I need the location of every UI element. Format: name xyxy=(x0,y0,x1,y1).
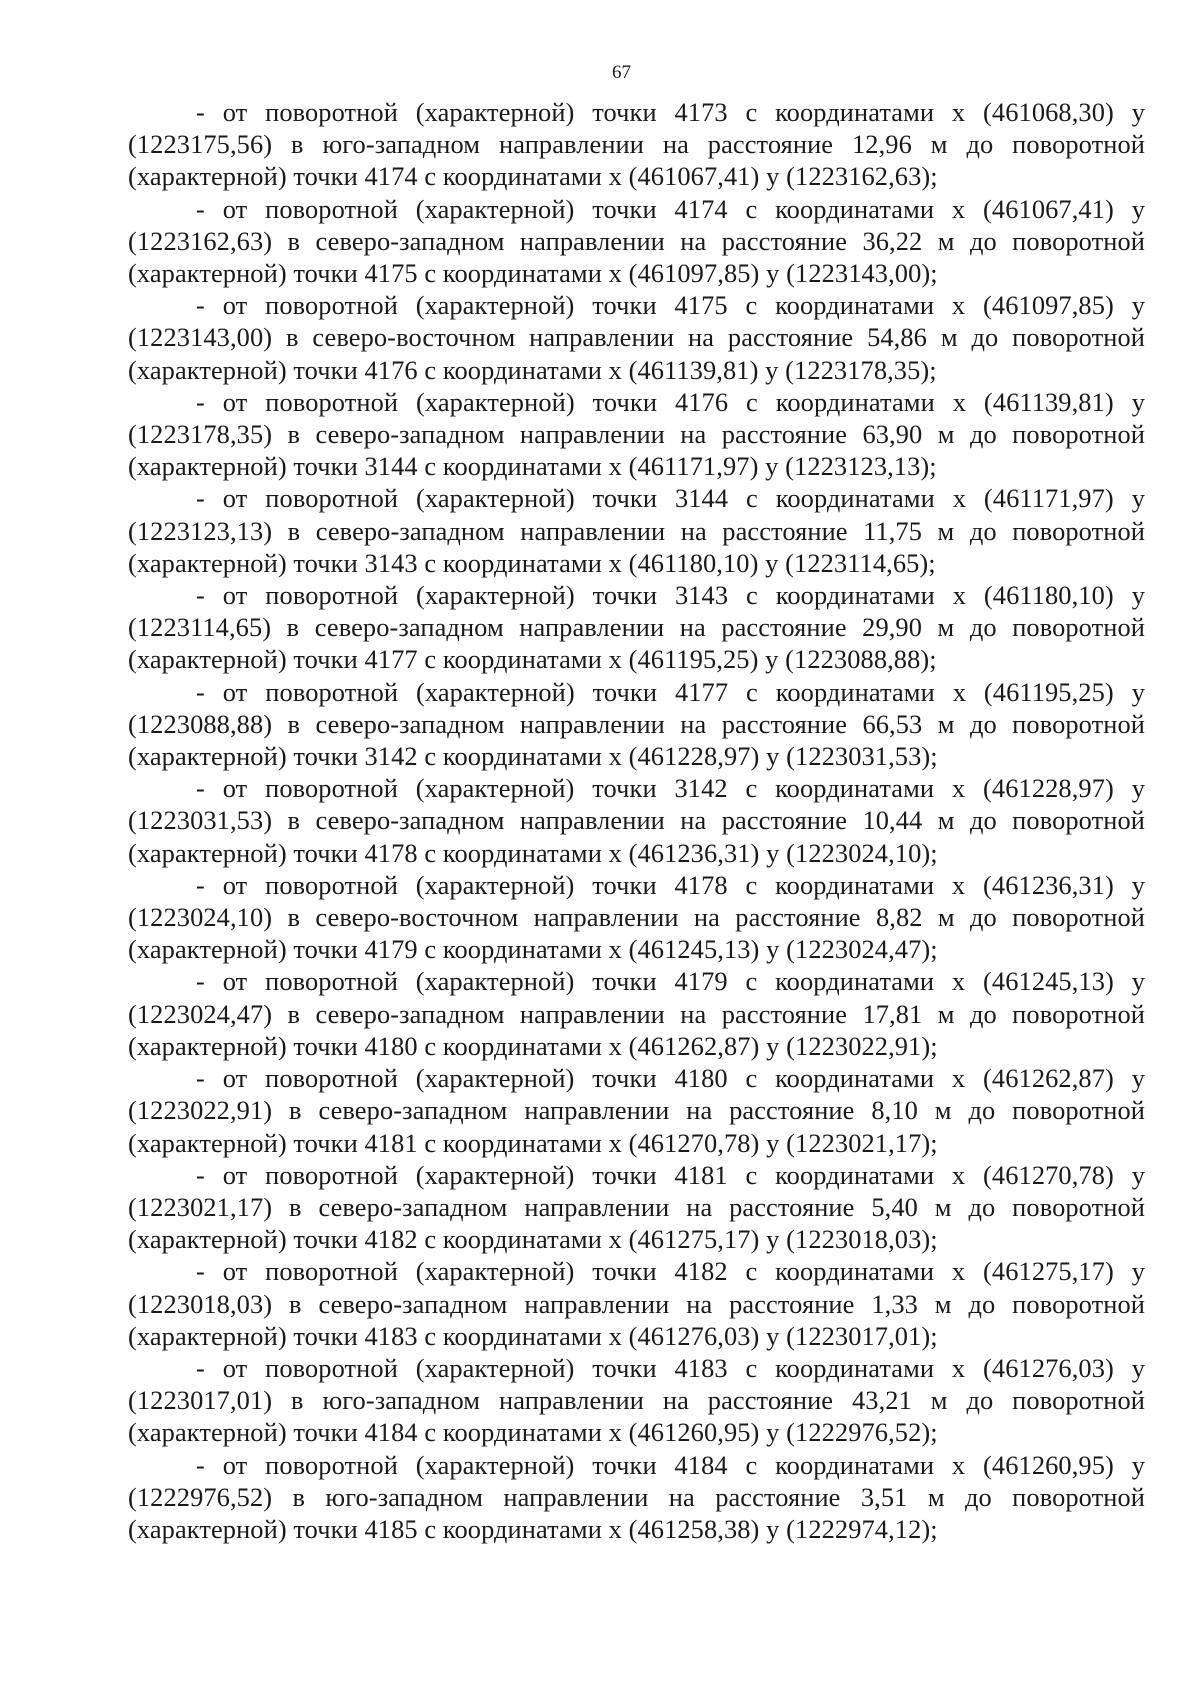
paragraph: - от поворотной (характерной) точки 4178 с координатами x (461236,31) y (1223024,10) в северо-восточном направлении на расстояние 8,82 м до поворотной (характерной) точки 4179 с координатами x (461245,13) y (1223024,47); xyxy=(128,869,1145,965)
paragraph: - от поворотной (характерной) точки 3142 с координатами x (461228,97) y (1223031,53) в северо-западном направлении на расстояние 10,44 м до поворотной (характерной) точки 4178 с координатами x (461236,31) y (1223024,10); xyxy=(128,773,1145,868)
paragraph: - от поворотной (характерной) точки 4176 с координатами x (461139,81) y (1223178,35) в северо-западном направлении на расстояние 63,90 м до поворотной (характерной) точки 3144 с координатами x (461171,97) y (1223123,13); xyxy=(128,386,1145,482)
document-body xyxy=(128,96,1145,1545)
paragraph: - от поворотной (характерной) точки 4181 с координатами x (461270,78) y (1223021,17) в северо-западном направлении на расстояние 5,40 м до поворотной (характерной) точки 4182 с координатами x (461275,17) y (1223018,03); xyxy=(128,1159,1145,1255)
paragraph: - от поворотной (характерной) точки 3143 с координатами x (461180,10) y (1223114,65) в северо-западном направлении на расстояние 29,90 м до поворотной (характерной) точки 4177 с координатами x (461195,25) y (1223088,88); xyxy=(128,580,1145,675)
paragraph: - от поворотной (характерной) точки 3144 с координатами x (461171,97) y (1223123,13) в северо-западном направлении на расстояние 11,75 м до поворотной (характерной) точки 3143 с координатами x (461180,10) y (1223114,65); xyxy=(128,483,1145,578)
paragraph: - от поворотной (характерной) точки 4173 с координатами x (461068,30) y (1223175,56) в юго-западном направлении на расстояние 12,96 м до поворотной (характерной) точки 4174 с координатами x (461067,41) y (1223162,63); xyxy=(128,97,1145,192)
paragraph: - от поворотной (характерной) точки 4179 с координатами x (461245,13) y (1223024,47) в северо-западном направлении на расстояние 17,81 м до поворотной (характерной) точки 4180 с координатами x (461262,87) y (1223022,91); xyxy=(128,966,1145,1061)
paragraph: - от поворотной (характерной) точки 4183 с координатами x (461276,03) y (1223017,01) в юго-западном направлении на расстояние 43,21 м до поворотной (характерной) точки 4184 с координатами x (461260,95) y (1222976,52); xyxy=(128,1352,1145,1448)
paragraph: - от поворотной (характерной) точки 4182 с координатами x (461275,17) y (1223018,03) в северо-западном направлении на расстояние 1,33 м до поворотной (характерной) точки 4183 с координатами x (461276,03) y (1223017,01); xyxy=(128,1256,1145,1351)
paragraph: - от поворотной (характерной) точки 4177 с координатами x (461195,25) y (1223088,88) в северо-западном направлении на расстояние 66,53 м до поворотной (характерной) точки 3142 с координатами x (461228,97) y (1223031,53); xyxy=(128,676,1145,772)
page-number: 67 xyxy=(612,62,631,83)
paragraph: - от поворотной (характерной) точки 4175 с координатами x (461097,85) y (1223143,00) в северо-восточном направлении на расстояние 54,86 м до поворотной (характерной) точки 4176 с координатами x (461139,81) y (1223178,35); xyxy=(128,290,1145,385)
paragraph: - от поворотной (характерной) точки 4180 с координатами x (461262,87) y (1223022,91) в северо-западном направлении на расстояние 8,10 м до поворотной (характерной) точки 4181 с координатами x (461270,78) y (1223021,17); xyxy=(128,1063,1145,1158)
paragraph: - от поворотной (характерной) точки 4174 с координатами x (461067,41) y (1223162,63) в северо-западном направлении на расстояние 36,22 м до поворотной (характерной) точки 4175 с координатами x (461097,85) y (1223143,00); xyxy=(128,193,1145,289)
paragraph: - от поворотной (характерной) точки 4184 с координатами x (461260,95) y (1222976,52) в юго-западном направлении на расстояние 3,51 м до поворотной (характерной) точки 4185 с координатами x (461258,38) y (1222974,12); xyxy=(128,1449,1145,1544)
